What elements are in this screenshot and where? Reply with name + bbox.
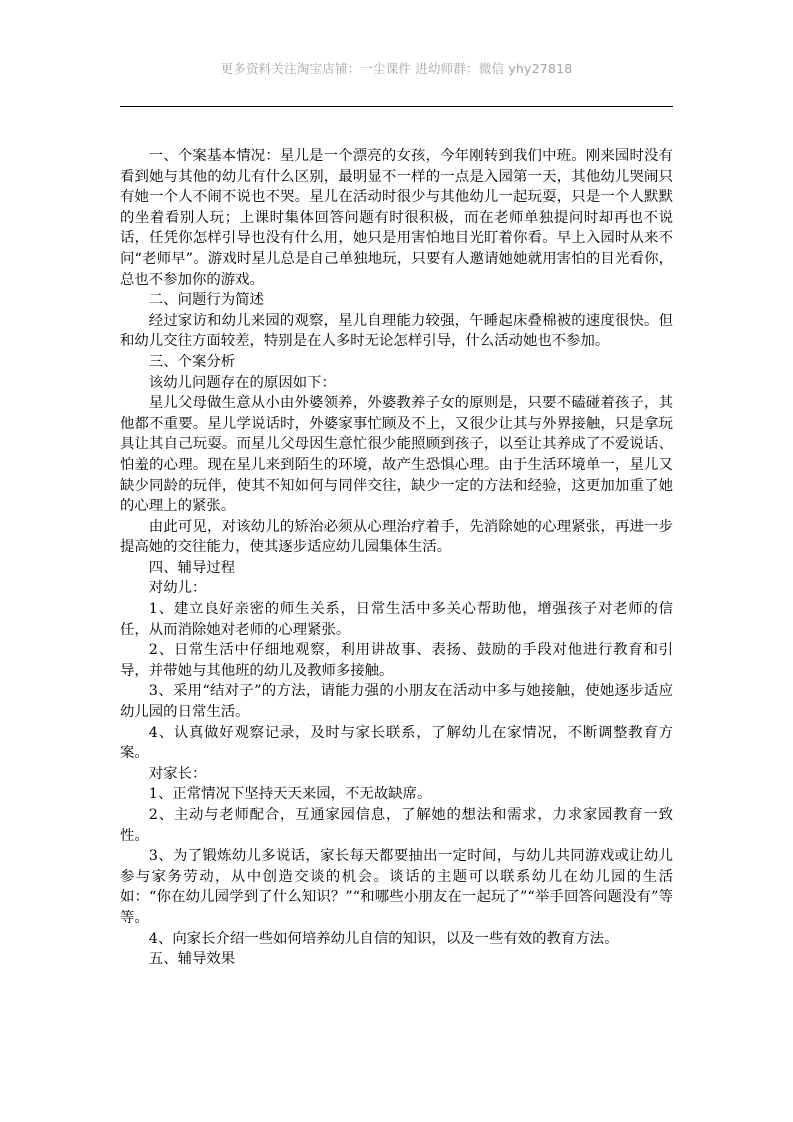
- parent-measure-3: 3、为了锻炼幼儿多说话，家长每天都要抽出一定时间，与幼儿共同游戏或让幼儿参与家务劳动，从中创造交谈的机会。谈话的主题可以联系幼儿在幼儿园的生活如：“你在幼儿园学到了什么知识？”“和哪些小朋友在一起玩了”“举手回答问题没有”等等。: [120, 848, 673, 926]
- section-5-heading: 五、辅导效果: [148, 951, 236, 968]
- section-4-parent-subheading: 对家长：: [148, 765, 207, 782]
- section-2-body: 经过家访和幼儿来园的观察，星儿自理能力较强，午睡起床叠棉被的速度很快。但和幼儿交往方面较差，特别是在人多时无论怎样引导，什么活动她也不参加。: [120, 312, 673, 350]
- parent-measure-2: 2、主动与老师配合，互通家园信息，了解她的想法和需求，力求家园教育一致性。: [120, 807, 673, 844]
- section-3-conclusion: 由此可见，对该幼儿的矫治必须从心理治疗着手，先消除她的心理紧张，再进一步提高她的交往能力，使其逐步适应幼儿园集体生活。: [120, 518, 673, 556]
- section-2-heading: 二、问题行为简述: [148, 292, 264, 309]
- parent-measure-1: 1、正常情况下坚持天天来园，不无故缺席。: [148, 786, 432, 803]
- section-4-heading: 四、辅导过程: [148, 559, 236, 576]
- page-header-note: 更多资料关注淘宝店铺：一尘课件 进幼师群：微信 yhy27818: [220, 61, 573, 76]
- child-measure-2: 2、日常生活中仔细地观察，利用讲故事、表扬、鼓励的手段对他进行教育和引导，并带她与其他班的幼儿及教师多接触。: [120, 642, 673, 679]
- header-divider: [120, 106, 673, 107]
- child-measure-3: 3、采用“结对子”的方法，请能力强的小朋友在活动中多与她接触，使她逐步适应幼儿园的日常生活。: [120, 683, 673, 721]
- parent-measure-4: 4、向家长介绍一些如何培养幼儿自信的知识，以及一些有效的教育方法。: [148, 930, 619, 947]
- child-measure-1: 1、建立良好亲密的师生关系，日常生活中多关心帮助他，增强孩子对老师的信任，从而消除她对老师的心理紧张。: [120, 601, 673, 638]
- child-measure-4: 4、认真做好观察记录，及时与家长联系，了解幼儿在家情况，不断调整教育方案。: [120, 724, 673, 762]
- section-3-heading: 三、个案分析: [148, 353, 236, 370]
- section-3-intro: 该幼儿问题存在的原因如下：: [148, 374, 336, 391]
- section-1-basic-info: 一、个案基本情况：星儿是一个漂亮的女孩，今年刚转到我们中班。刚来园时没有看到她与其他的幼儿有什么区别，最明显不一样的一点是入园第一天，其他幼儿哭闹只有她一个人不闹不说也不哭。星儿在活动时很少与其他幼儿一起玩耍，只是一个人默默的坐着看别人玩；上课时集体回答问题有时很积极，而在老师单独提问时却再也不说话，任凭你怎样引导也没有什么用，她只是用害怕地目光盯着你看。早上入园时从来不问“老师早”。游戏时星儿总是自己单独地玩，只要有人邀请她她就用害怕的目光看你，总也不参加你的游戏。: [120, 148, 673, 288]
- document-body: [120, 146, 673, 970]
- section-4-child-subheading: 对幼儿：: [148, 580, 207, 597]
- section-3-cause: 星儿父母做生意从小由外婆领养，外婆教养子女的原则是，只要不磕碰着孩子，其他都不重要。星儿学说话时，外婆家事忙顾及不上，又很少让其与外界接触，只是拿玩具让其自己玩耍。而星儿父母因生意忙很少能照顾到孩子，以至让其养成了不爱说话、怕羞的心理。现在星儿来到陌生的环境，故产生恐惧心理。由于生活环境单一，星儿又缺少同龄的玩伴，使其不知如何与同伴交往，缺少一定的方法和经验，这更加加重了她的心理上的紧张。: [120, 395, 673, 515]
